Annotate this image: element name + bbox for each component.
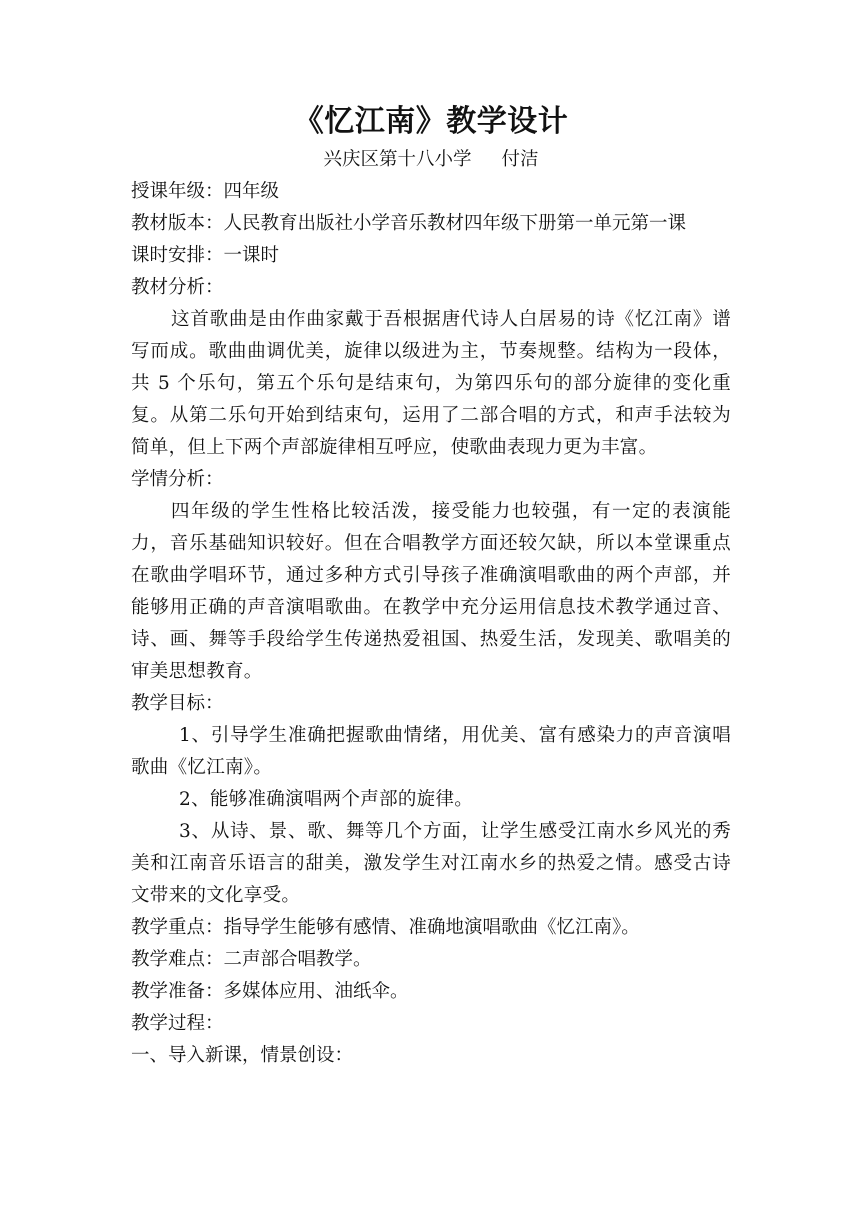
difficulty-line: 教学难点：二声部合唱教学。 <box>131 949 372 970</box>
preparation-line: 教学准备：多媒体应用、油纸伞。 <box>131 981 409 1002</box>
grade-line: 授课年级：四年级 <box>131 181 280 202</box>
analysis-paragraph: 这首歌曲是由作曲家戴于吾根据唐代诗人白居易的诗《忆江南》谱写而成。歌曲曲调优美，旋律以级进为主，节奏规整。结构为一段体，共 5 个乐句，第五个乐句是结束句，为第四乐句的部分旋律的变化重复。从第二乐句开始到结束句，运用了二部合唱的方式，和声手法较为简单，但上下两个声部旋律相互呼应，使歌曲表现力更为丰富。 <box>131 309 731 458</box>
document-byline <box>131 146 731 174</box>
process-heading: 教学过程： <box>131 1013 224 1034</box>
analysis-heading: 教材分析： <box>131 277 224 298</box>
schedule-line: 课时安排：一课时 <box>131 245 280 266</box>
document-body <box>131 98 731 1072</box>
learner-paragraph: 四年级的学生性格比较活泼，接受能力也较强，有一定的表演能力，音乐基础知识较好。但在合唱教学方面还较欠缺，所以本堂课重点在歌曲学唱环节，通过多种方式引导孩子准确演唱歌曲的两个声部，并能够用正确的声音演唱歌曲。在教学中充分运用信息技术教学通过音、诗、画、舞等手段给学生传递热爱祖国、热爱生活，发现美、歌唱美的审美思想教育。 <box>131 501 731 682</box>
goal-item-1: 1、引导学生准确把握歌曲情绪，用优美、富有感染力的声音演唱歌曲《忆江南》。 <box>131 725 731 778</box>
key-point-line: 教学重点：指导学生能够有感情、准确地演唱歌曲《忆江南》。 <box>131 917 640 938</box>
document-title: 《忆江南》教学设计 <box>293 104 569 139</box>
school-name: 兴庆区第十八小学 <box>323 149 472 170</box>
edition-line: 教材版本：人民教育出版社小学音乐教材四年级下册第一单元第一课 <box>131 213 687 234</box>
learner-heading: 学情分析： <box>131 469 224 490</box>
goals-heading: 教学目标： <box>131 693 224 714</box>
goal-item-2: 2、能够准确演唱两个声部的旋律。 <box>179 789 474 810</box>
author-name: 付洁 <box>501 149 539 170</box>
goal-item-3: 3、从诗、景、歌、舞等几个方面，让学生感受江南水乡风光的秀美和江南音乐语言的甜美，激发学生对江南水乡的热爱之情。感受古诗文带来的文化享受。 <box>131 821 731 906</box>
step-one-line: 一、导入新课，情景创设： <box>131 1045 354 1066</box>
